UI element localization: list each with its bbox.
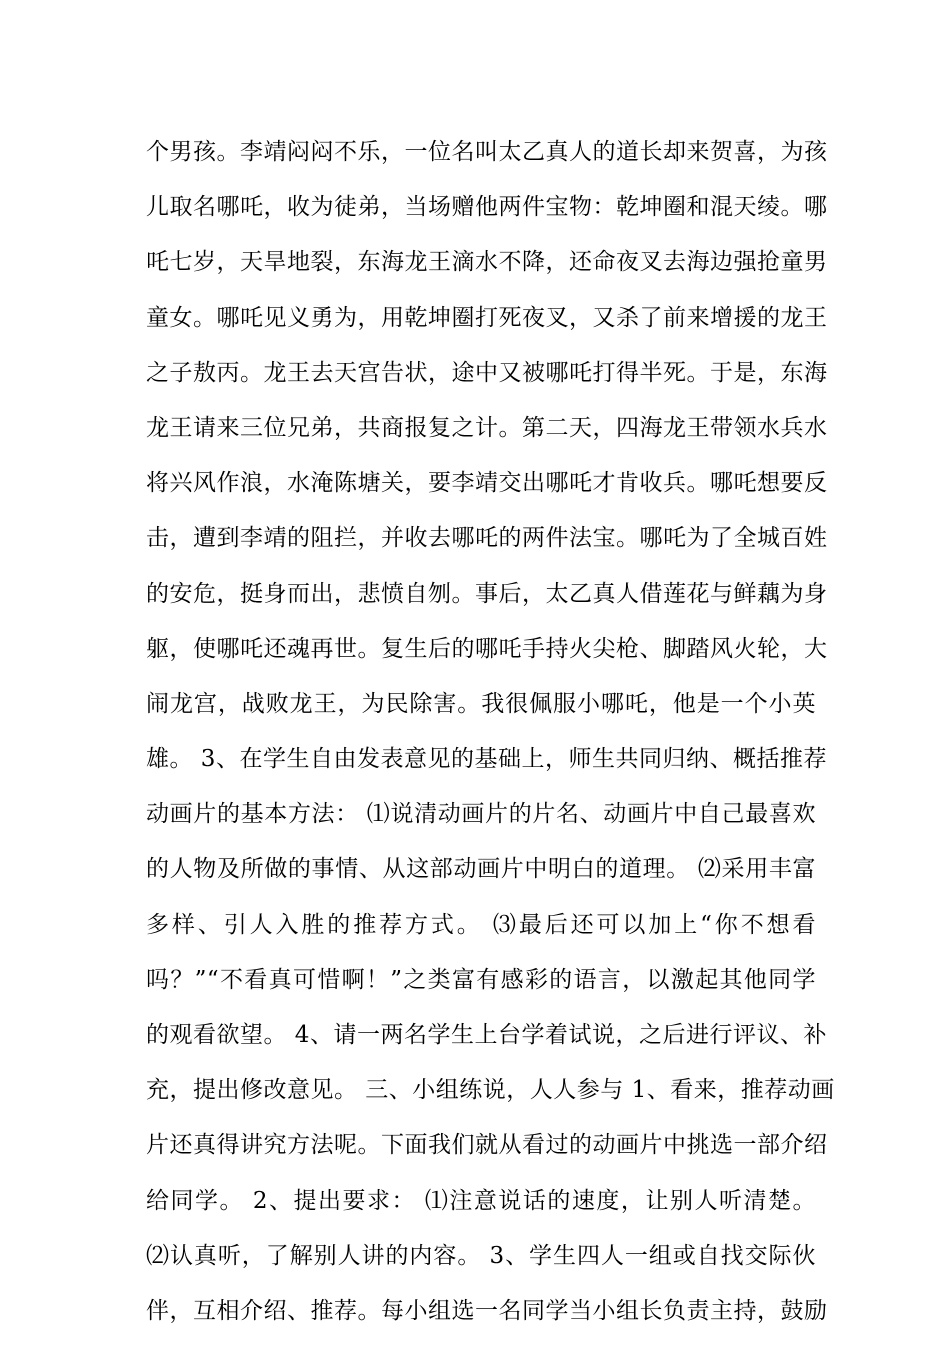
text-line: 闹龙宫，战败龙王，为民除害。我很佩服小哪吒，他是一个小英 [146,690,816,717]
text-line: 躯，使哪吒还魂再世。复生后的哪吒手持火尖枪、脚踏风火轮，大 [146,635,828,662]
text-line: 充，提出修改意见。 三、小组练说，人人参与 1、看来，推荐动画 [146,1077,835,1104]
text-line: 片还真得讲究方法呢。下面我们就从看过的动画片中挑选一部介绍 [146,1132,828,1159]
text-line: ⑵认真听，了解别人讲的内容。 3、学生四人一组或自找交际伙 [146,1242,816,1269]
text-line: 个男孩。李靖闷闷不乐，一位名叫太乙真人的道长却来贺喜，为孩 [146,139,828,165]
body-text [146,132,835,1346]
text-line: 的人物及所做的事情、从这部动画片中明白的道理。 ⑵采用丰富 [146,856,816,883]
text-line: 吒七岁，天旱地裂，东海龙王滴水不降，还命夜叉去海边强抢童男 [146,249,828,276]
text-line: 童女。哪吒见义勇为，用乾坤圈打死夜叉，又杀了前来增援的龙王 [146,304,828,331]
text-line: 之子敖丙。龙王去天宫告状，途中又被哪吒打得半死。于是，东海 [146,359,828,386]
text-line: 雄。 3、在学生自由发表意见的基础上，师生共同归纳、概括推荐 [146,746,827,773]
text-line: 多样、引人入胜的推荐方式。 ⑶最后还可以加上“你不想看 [146,911,816,938]
text-line: 将兴风作浪，水淹陈塘关，要李靖交出哪吒才肯收兵。哪吒想要反 [146,470,828,497]
text-line: 的观看欲望。 4、请一两名学生上台学着试说，之后进行评议、补 [146,1022,827,1048]
text-line: 给同学。 2、提出要求： ⑴注意说话的速度，让别人听清楚。 [146,1187,816,1214]
text-line: 动画片的基本方法： ⑴说清动画片的片名、动画片中自己最喜欢 [146,801,816,828]
text-line: 击，遭到李靖的阻拦，并收去哪吒的两件法宝。哪吒为了全城百姓 [146,525,828,552]
text-line: 龙王请来三位兄弟，共商报复之计。第二天，四海龙王带领水兵水 [146,414,828,441]
text-line: 伴，互相介绍、推荐。每小组选一名同学当小组长负责主持，鼓励 [146,1297,828,1324]
text-line: 儿取名哪吒，收为徒弟，当场赠他两件宝物：乾坤圈和混天绫。哪 [146,194,828,221]
text-line: 吗？”“不看真可惜啊！”之类富有感彩的语言，以激起其他同学 [146,966,816,993]
text-line: 的安危，挺身而出，悲愤自刎。事后，太乙真人借莲花与鲜藕为身 [146,580,828,607]
